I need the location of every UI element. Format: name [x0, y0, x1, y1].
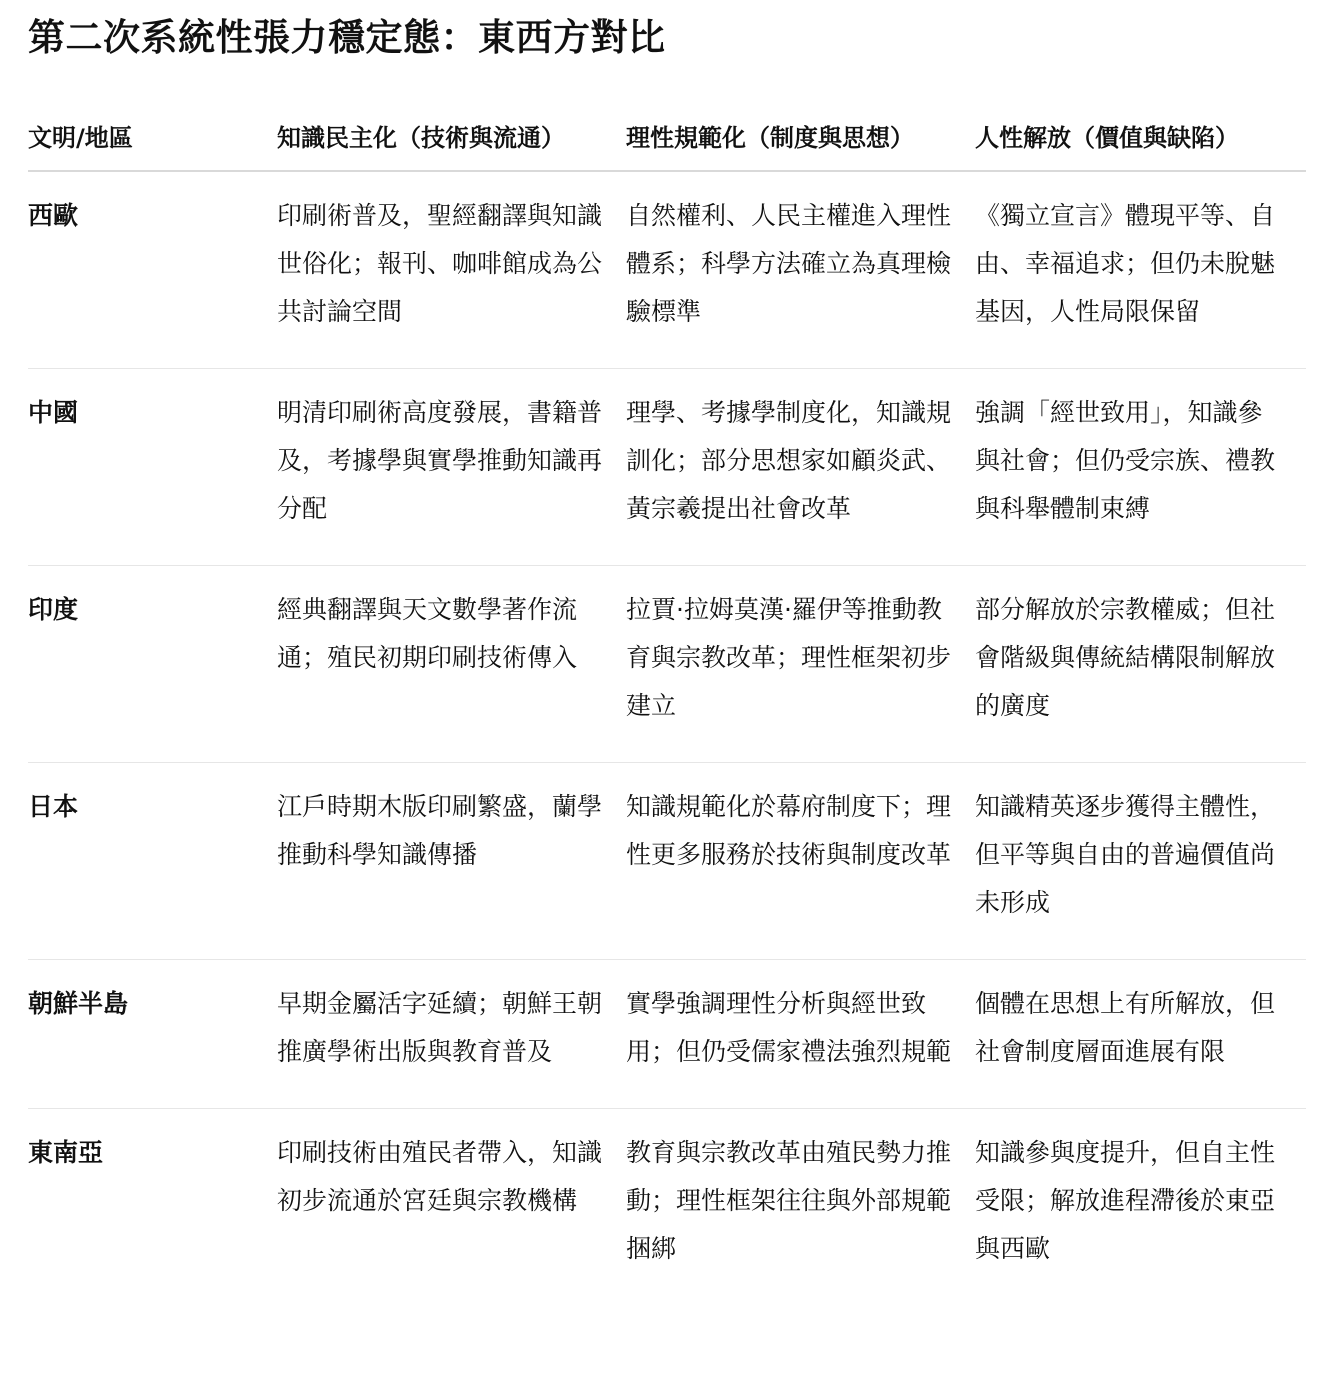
header-rational-normalization: 理性規範化（制度與思想）: [626, 68, 975, 171]
rationality-cell: 教育與宗教改革由殖民勢力推動；理性框架往往與外部規範捆綁: [626, 1138, 952, 1263]
rationality-cell: 理學、考據學制度化，知識規訓化；部分思想家如顧炎武、黃宗羲提出社會改革: [626, 369, 975, 566]
knowledge-cell: 印刷技術由殖民者帶入，知識初步流通於宮廷與宗教機構: [277, 1138, 603, 1215]
liberation-cell: 《獨立宣言》體現平等、自由、幸福追求；但仍未脫魅基因，人性局限保留: [975, 171, 1306, 369]
region-cell: 日本: [28, 763, 277, 960]
table-row: [28, 369, 1306, 566]
table-header: [28, 68, 1306, 171]
table-row: [28, 1109, 1306, 1306]
comparison-table: [28, 68, 1306, 1305]
liberation-cell: 個體在思想上有所解放，但社會制度層面進展有限: [975, 960, 1306, 1109]
region-cell: 西歐: [28, 171, 277, 369]
rationality-cell: 拉賈·拉姆莫漢·羅伊等推動教育與宗教改革；理性框架初步建立: [626, 566, 975, 763]
header-row: [28, 68, 1306, 171]
rationality-cell: 知識規範化於幕府制度下；理性更多服務於技術與制度改革: [626, 763, 975, 960]
liberation-cell: 知識精英逐步獲得主體性，但平等與自由的普遍價值尚未形成: [975, 763, 1306, 960]
table-row: [28, 171, 1306, 369]
knowledge-cell: 早期金屬活字延續；朝鮮王朝推廣學術出版與教育普及: [277, 960, 626, 1109]
knowledge-cell: 明清印刷術高度發展，書籍普及，考據學與實學推動知識再分配: [277, 369, 626, 566]
liberation-cell: 知識參與度提升，但自主性受限；解放進程滯後於東亞與西歐: [975, 1138, 1276, 1263]
rationality-cell: 實學強調理性分析與經世致用；但仍受儒家禮法強烈規範: [626, 960, 975, 1109]
header-human-liberation: 人性解放（價值與缺陷）: [975, 68, 1306, 171]
knowledge-cell: 江戶時期木版印刷繁盛，蘭學推動科學知識傳播: [277, 763, 626, 960]
region-cell: 中國: [28, 369, 277, 566]
header-region: 文明/地區: [28, 68, 277, 171]
table-row: [28, 960, 1306, 1109]
table-row: [28, 763, 1306, 960]
liberation-cell: 強調「經世致用」，知識參與社會；但仍受宗族、禮教與科舉體制束縛: [975, 369, 1306, 566]
region-cell: 東南亞: [28, 1138, 104, 1167]
knowledge-cell: 印刷術普及，聖經翻譯與知識世俗化；報刊、咖啡館成為公共討論空間: [277, 171, 626, 369]
table-body: [28, 171, 1306, 1305]
page-title: 第二次系統性張力穩定態：東西方對比: [28, 16, 666, 59]
header-knowledge-democratization: 知識民主化（技術與流通）: [277, 68, 626, 171]
table-row: [28, 566, 1306, 763]
liberation-cell: 部分解放於宗教權威；但社會階級與傳統結構限制解放的廣度: [975, 566, 1306, 763]
region-cell: 朝鮮半島: [28, 960, 277, 1109]
rationality-cell: 自然權利、人民主權進入理性體系；科學方法確立為真理檢驗標準: [626, 171, 975, 369]
knowledge-cell: 經典翻譯與天文數學著作流通；殖民初期印刷技術傳入: [277, 566, 626, 763]
region-cell: 印度: [28, 566, 277, 763]
